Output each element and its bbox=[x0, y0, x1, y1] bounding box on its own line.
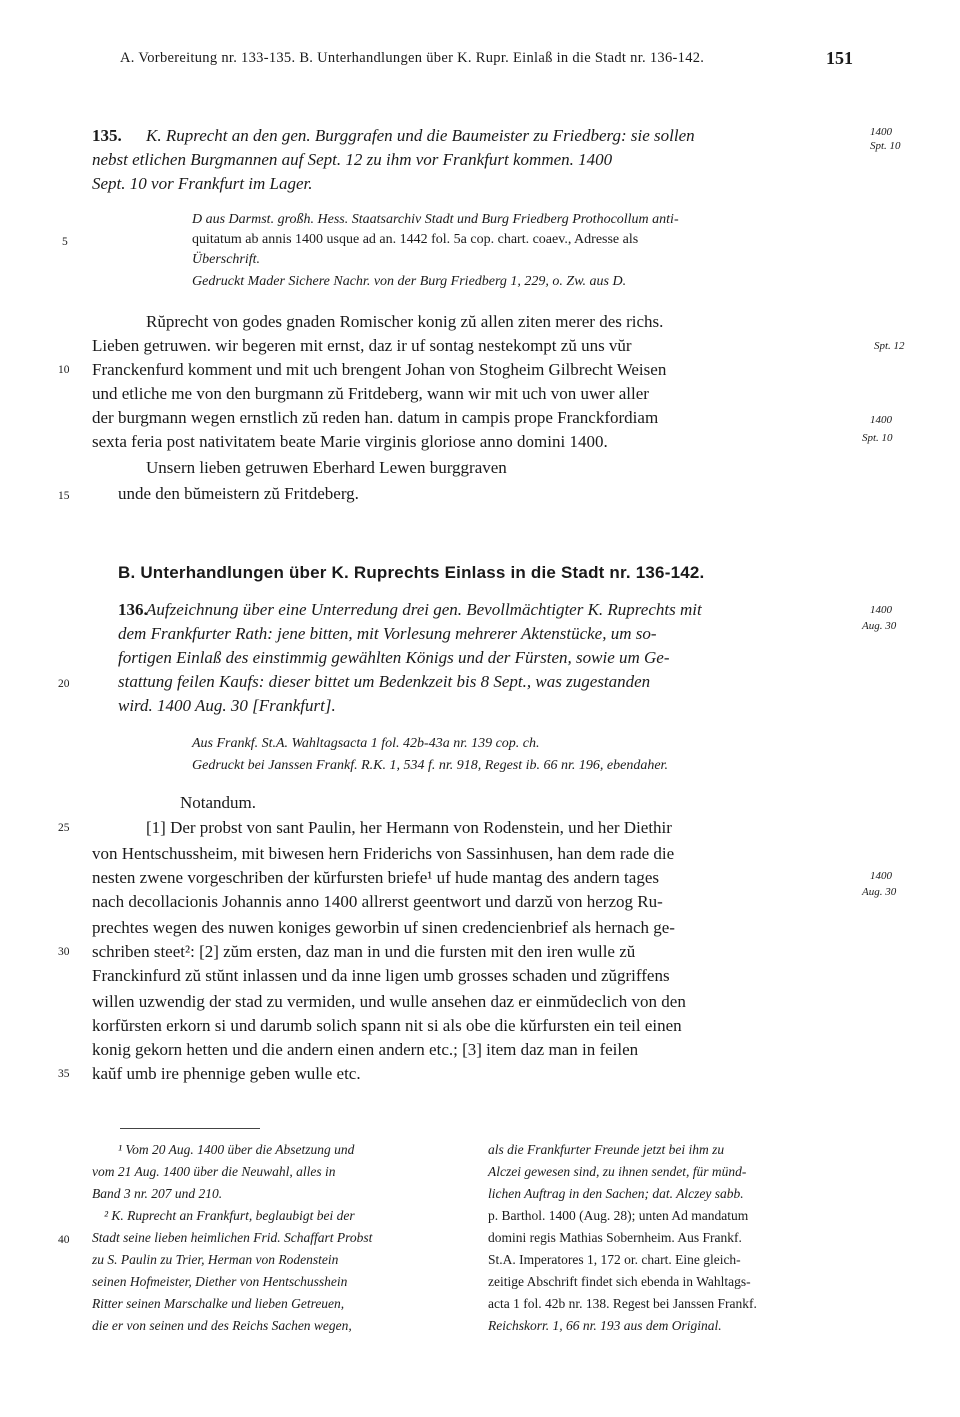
margin-year-4: 1400 bbox=[870, 604, 892, 616]
section-b-heading: B. Unterhandlungen über K. Ruprechts Einlass in die Stadt nr. 136-142. bbox=[118, 563, 705, 582]
doc135-text-line-8: unde den bŭmeistern zŭ Fritdeberg. bbox=[118, 484, 359, 503]
line-number-15: 15 bbox=[58, 490, 70, 502]
doc136-text-line-2: von Hentschussheim, mit biwesen hern Friderichs von Sassinhusen, han dem rade die bbox=[92, 844, 675, 863]
footnote-left-line-1: ¹ Vom 20 Aug. 1400 über die Absetzung und bbox=[118, 1142, 355, 1157]
doc135-title-line-1: K. Ruprecht an den gen. Burggrafen und die Baumeister zu Friedberg: sie sollen bbox=[146, 126, 695, 145]
footnote-right-line-9: Reichskorr. 1, 66 nr. 193 aus dem Original. bbox=[488, 1318, 722, 1333]
doc135-text-line-4: und etliche me von den burgmann zŭ Fritdeberg, wann wir mit uch von uwer aller bbox=[92, 384, 649, 403]
footnote-left-line-2: vom 21 Aug. 1400 über die Neuwahl, alles in bbox=[92, 1164, 336, 1179]
footnote-right-line-5: domini regis Mathias Sobernheim. Aus Frankf. bbox=[488, 1230, 742, 1245]
margin-date-4: Aug. 30 bbox=[862, 620, 897, 632]
doc136-text-line-5: prechtes wegen des nuwen koniges geworbin uf sinen credencienbrief als hernach ge- bbox=[92, 918, 675, 937]
doc135-text-line-2: Lieben getruwen. wir begeren mit ernst, daz ir uf sontag nestekompt zŭ uns vŭr bbox=[92, 336, 632, 355]
margin-year-1: 1400 bbox=[870, 126, 892, 138]
doc135-source-line-1: D aus Darmst. großh. Hess. Staatsarchiv Stadt und Burg Friedberg Prothocollum anti- bbox=[192, 212, 679, 227]
doc136-text-line-4: nach decollacionis Johannis anno 1400 allrerst geentwort und darzŭ von herzog Ru- bbox=[92, 892, 663, 911]
margin-date-5: Aug. 30 bbox=[862, 886, 897, 898]
doc136-title-line-5: wird. 1400 Aug. 30 [Frankfurt]. bbox=[118, 696, 336, 715]
doc135-text-line-5: der burgmann wegen ernstlich zŭ reden han. datum in campis prope Franckfordiam bbox=[92, 408, 659, 427]
doc136-text-line-10: konig gekorn hetten und die andern einen andern etc.; [3] item daz man in feilen bbox=[92, 1040, 639, 1059]
doc135-text-line-6: sexta feria post nativitatem beate Marie virginis gloriose anno domini 1400. bbox=[92, 432, 608, 451]
footnote-left-line-6: zu S. Paulin zu Trier, Herman von Rodenstein bbox=[92, 1252, 339, 1267]
doc135-text-line-3: Franckenfurd komment und mit uch brengent Johan von Stogheim Gilbrecht Weisen bbox=[92, 360, 667, 379]
doc136-text-line-1: [1] Der probst von sant Paulin, her Hermann von Rodenstein, und her Diethir bbox=[146, 818, 672, 837]
doc136-text-line-3: nesten zwene vorgeschriben der kŭrfursten briefe¹ uf hude mantag des andern tages bbox=[92, 868, 659, 887]
footnote-left-line-8: Ritter seinen Marschalke und lieben Getreuen, bbox=[92, 1296, 345, 1311]
margin-date-1: Spt. 10 bbox=[870, 140, 901, 152]
footnote-left-line-7: seinen Hofmeister, Diether von Hentschusshein bbox=[92, 1274, 348, 1289]
doc135-text-line-1: Rŭprecht von godes gnaden Romischer konig zŭ allen ziten merer des richs. bbox=[146, 312, 664, 331]
footnote-left-line-5: Stadt seine lieben heimlichen Frid. Schaffart Probst bbox=[92, 1230, 373, 1245]
footnote-right-line-1: als die Frankfurter Freunde jetzt bei ihm zu bbox=[488, 1142, 725, 1157]
doc136-title-line-1: Aufzeichnung über eine Unterredung drei gen. Bevollmächtigter K. Ruprechts mit bbox=[146, 600, 702, 619]
doc135-source-line-4: Gedruckt Mader Sichere Nachr. von der Burg Friedberg 1, 229, o. Zw. aus D. bbox=[192, 274, 627, 289]
doc135-title-line-2: nebst etlichen Burgmannen auf Sept. 12 zu ihm vor Frankfurt kommen. 1400 bbox=[92, 150, 613, 169]
doc136-source-line-2: Gedruckt bei Janssen Frankf. R.K. 1, 534 f. nr. 918, Regest ib. 66 nr. 196, ebendaher. bbox=[192, 758, 668, 773]
line-number-10: 10 bbox=[58, 364, 70, 376]
doc135-source-line-2: quitatum ab annis 1400 usque ad an. 1442 fol. 5a cop. chart. coaev., Adresse als bbox=[192, 232, 639, 247]
footnote-right-line-3: lichen Auftrag in den Sachen; dat. Alczey sabb. bbox=[488, 1186, 744, 1201]
margin-year-3: 1400 bbox=[870, 414, 892, 426]
line-number-30: 30 bbox=[58, 946, 70, 958]
line-number-20: 20 bbox=[58, 678, 70, 690]
footnote-rule bbox=[120, 1128, 260, 1129]
footnote-right-line-4: p. Barthol. 1400 (Aug. 28); unten Ad mandatum bbox=[488, 1208, 749, 1223]
notandum: Notandum. bbox=[180, 793, 257, 812]
doc136-text-line-8: willen uzwendig der stad zu vermiden, und wulle ansehen daz er einmŭdeclich von den bbox=[92, 992, 686, 1011]
line-number-35: 35 bbox=[58, 1068, 70, 1080]
line-number-40: 40 bbox=[58, 1234, 70, 1246]
margin-date-3: Spt. 10 bbox=[862, 432, 893, 444]
footnote-right-line-6: St.A. Imperatores 1, 172 or. chart. Eine gleich- bbox=[488, 1252, 741, 1267]
doc136-title-line-2: dem Frankfurter Rath: jene bitten, mit Vorlesung mehrerer Aktenstücke, um so- bbox=[118, 624, 657, 643]
doc135-number: 135. bbox=[92, 126, 122, 145]
margin-year-5: 1400 bbox=[870, 870, 892, 882]
footnote-right-line-8: acta 1 fol. 42b nr. 138. Regest bei Janssen Frankf. bbox=[488, 1296, 757, 1311]
page-number: 151 bbox=[826, 48, 853, 68]
line-number-25: 25 bbox=[58, 822, 70, 834]
doc136-text-line-11: kaŭf umb ire phennige geben wulle etc. bbox=[92, 1064, 361, 1083]
footnote-right-line-2: Alczei gewesen sind, zu ihnen sendet, für münd- bbox=[488, 1164, 747, 1179]
doc136-number: 136. bbox=[118, 600, 148, 619]
footnote-left-line-4: ² K. Ruprecht an Frankfurt, beglaubigt bei der bbox=[104, 1208, 355, 1223]
doc136-source-line-1: Aus Frankf. St.A. Wahltagsacta 1 fol. 42b-43a nr. 139 cop. ch. bbox=[192, 736, 540, 751]
doc136-title-line-4: stattung feilen Kaufs: dieser bittet um Bedenkzeit bis 8 Sept., was zugestanden bbox=[118, 672, 651, 691]
margin-date-2: Spt. 12 bbox=[874, 340, 905, 352]
doc136-text-line-6: schriben steet²: [2] zŭm ersten, daz man in und die fursten mit den iren wulle zŭ bbox=[92, 942, 636, 961]
footnote-left-line-3: Band 3 nr. 207 und 210. bbox=[92, 1186, 223, 1201]
doc136-title-line-3: fortigen Einlaß des einstimmig gewählten Königs und der Fürsten, sowie um Ge- bbox=[118, 648, 670, 667]
doc136-text-line-9: korfŭrsten erkorn si und darumb solich spann nit si als obe die kŭrfursten ein teil einen bbox=[92, 1016, 682, 1035]
doc135-source-line-3: Überschrift. bbox=[192, 252, 261, 267]
footnote-right-line-7: zeitige Abschrift findet sich ebenda in Wahltags- bbox=[488, 1274, 751, 1289]
footnote-left-line-9: die er von seinen und des Reichs Sachen wegen, bbox=[92, 1318, 352, 1333]
doc136-text-line-7: Franckinfurd zŭ stŭnt inlassen und da inne ligen umb grosses schaden und zŭgriffens bbox=[92, 966, 670, 985]
doc135-title-line-3: Sept. 10 vor Frankfurt im Lager. bbox=[92, 174, 313, 193]
line-number-5: 5 bbox=[62, 236, 68, 248]
doc135-text-line-7: Unsern lieben getruwen Eberhard Lewen burggraven bbox=[146, 458, 507, 477]
running-title: A. Vorbereitung nr. 133-135. B. Unterhandlungen über K. Rupr. Einlaß in die Stadt nr. 136-142. bbox=[120, 50, 705, 66]
